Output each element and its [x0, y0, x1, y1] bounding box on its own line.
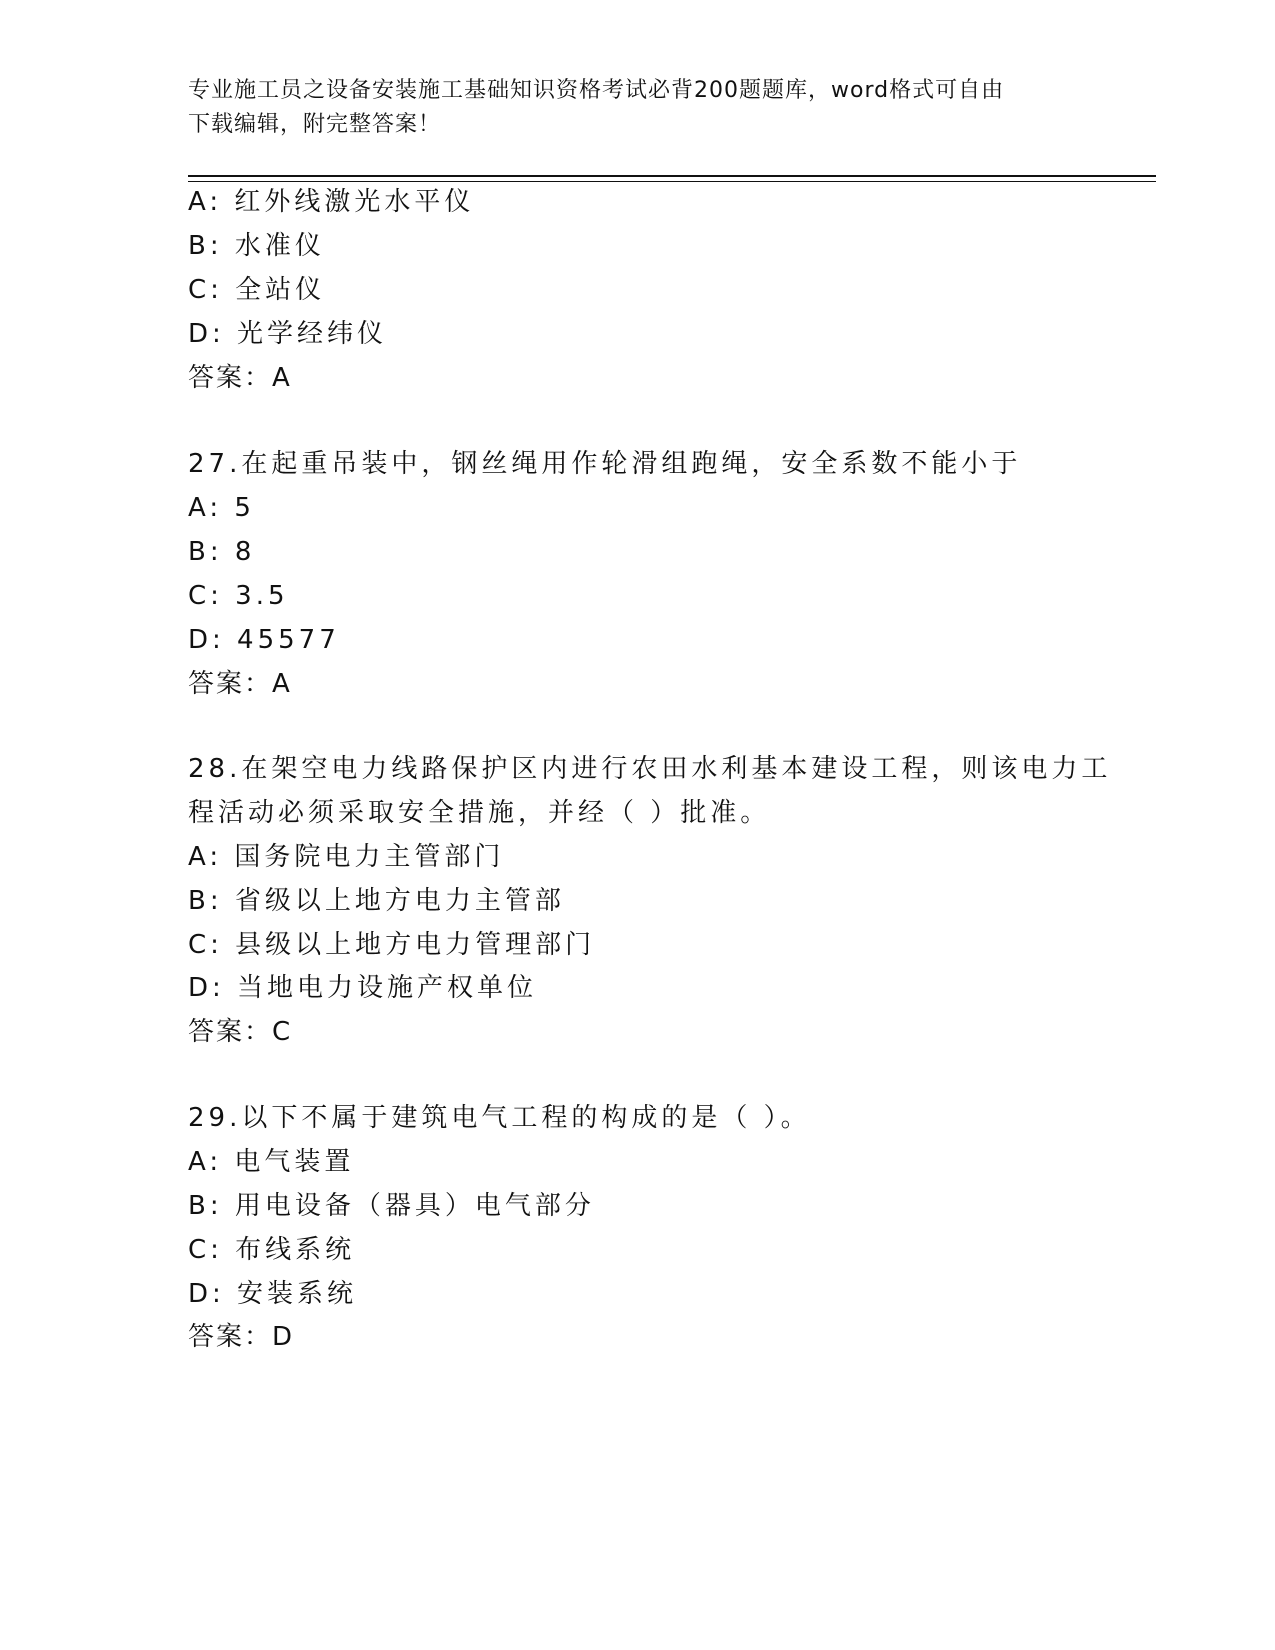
- option-b: B: 8: [188, 537, 256, 567]
- option-d: D: 安装系统: [188, 1279, 358, 1309]
- question-text: 29.以下不属于建筑电气工程的构成的是（ ）。: [188, 1103, 811, 1133]
- document-header: [188, 74, 1088, 142]
- option-a: A: 红外线激光水平仪: [188, 187, 475, 217]
- option-a: A: 5: [188, 493, 255, 523]
- option-c: C: 全站仪: [188, 275, 326, 305]
- option-b: B: 用电设备（器具）电气部分: [188, 1191, 595, 1221]
- header-line-2: 下载编辑，附完整答案！: [188, 112, 442, 137]
- option-d: D: 当地电力设施产权单位: [188, 973, 538, 1003]
- question-text: 27.在起重吊装中，钢丝绳用作轮滑组跑绳，安全系数不能小于: [188, 449, 1022, 479]
- header-rule-thick: [188, 175, 1156, 177]
- option-c: C: 布线系统: [188, 1235, 356, 1265]
- option-b: B: 省级以上地方电力主管部: [188, 886, 565, 916]
- option-d: D: 45577: [188, 625, 340, 655]
- option-c: C: 县级以上地方电力管理部门: [188, 930, 596, 960]
- option-a: A: 国务院电力主管部门: [188, 842, 505, 872]
- question-text-continued: 程活动必须采取安全措施，并经（ ）批准。: [188, 798, 771, 828]
- answer-line: 答案：A: [188, 669, 292, 699]
- option-a: A: 电气装置: [188, 1147, 355, 1177]
- header-rule-thin: [188, 181, 1156, 182]
- option-d: D: 光学经纬仪: [188, 319, 388, 349]
- header-line-1: 专业施工员之设备安装施工基础知识资格考试必背200题题库，word格式可自由: [188, 78, 1005, 103]
- option-c: C: 3.5: [188, 581, 289, 611]
- option-b: B: 水准仪: [188, 231, 325, 261]
- answer-line: 答案：A: [188, 363, 292, 393]
- question-text: 28.在架空电力线路保护区内进行农田水利基本建设工程，则该电力工: [188, 754, 1112, 784]
- answer-line: 答案：C: [188, 1017, 293, 1047]
- answer-line: 答案：D: [188, 1322, 295, 1352]
